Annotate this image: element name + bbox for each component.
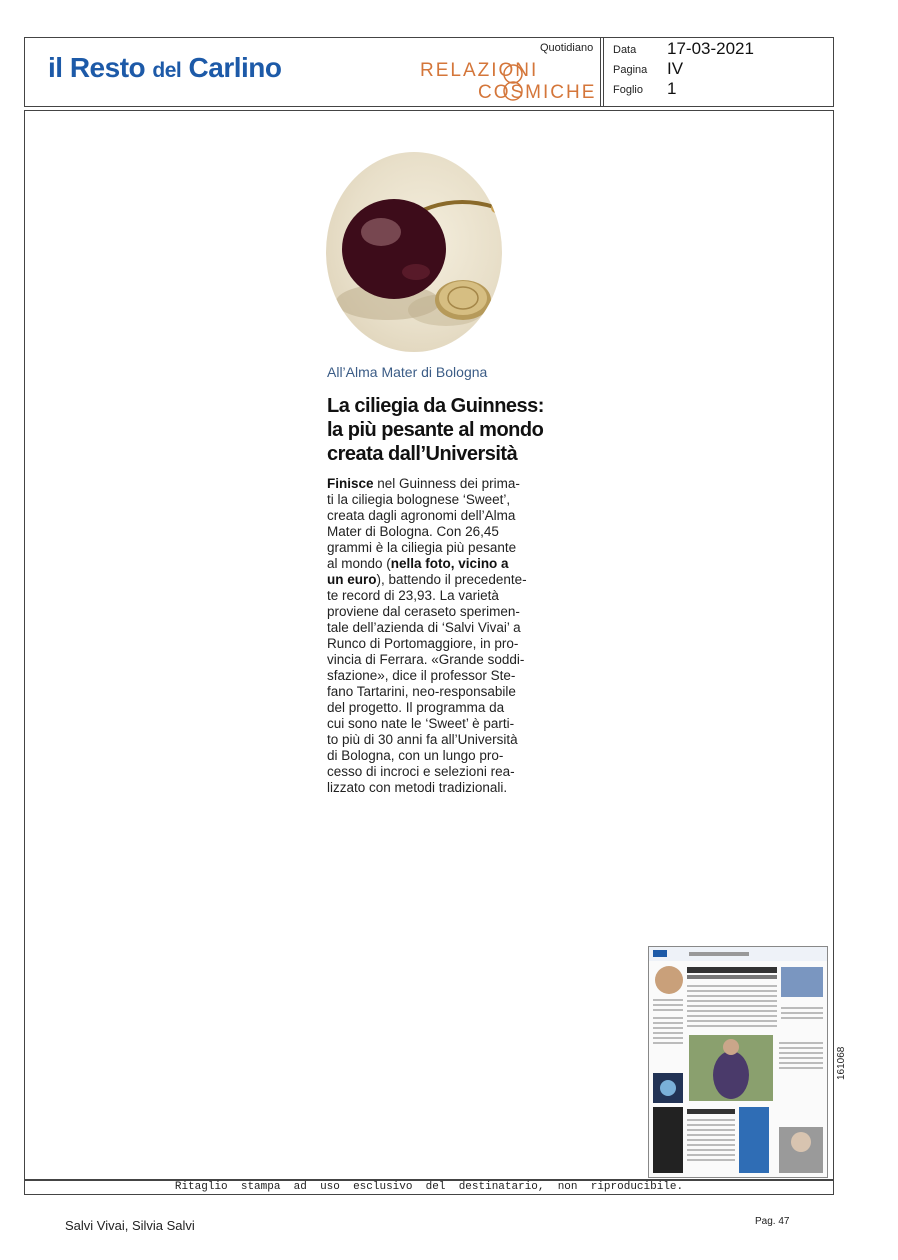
brand-line-1: RELAZIONI bbox=[420, 60, 539, 81]
headline-line: La ciliegia da Guinness: bbox=[327, 395, 544, 417]
meta-value-date: 17-03-2021 bbox=[667, 39, 754, 58]
body-line: grammi è la ciliegia più pesante bbox=[327, 540, 517, 555]
meta-value-page: IV bbox=[667, 59, 684, 78]
body-line: Runco di Portomaggiore, in pro- bbox=[327, 636, 519, 651]
body-line: to più di 30 anni fa all’Università bbox=[327, 732, 518, 747]
cherry-coin-image bbox=[326, 152, 502, 352]
headline-line: la più pesante al mondo bbox=[327, 419, 544, 441]
meta-label-page: Pagina bbox=[613, 64, 648, 76]
cherry-photo bbox=[326, 152, 502, 352]
meta-label-sheet: Foglio bbox=[613, 84, 643, 96]
body-line: lizzato con metodi tradizionali. bbox=[327, 780, 508, 795]
page-thumbnail bbox=[648, 946, 828, 1178]
logo-text: Carlino bbox=[188, 52, 282, 83]
lead-word: Finisce bbox=[327, 476, 374, 491]
body-line: sfazione», dice il professor Ste- bbox=[327, 668, 516, 683]
body-line: tale dell’azienda di ‘Salvi Vivai’ a bbox=[327, 620, 521, 635]
header-divider bbox=[600, 37, 601, 107]
body-text: nel Guinness dei prima- bbox=[373, 476, 520, 491]
brand-line-2: COSMICHE bbox=[478, 82, 597, 103]
body-text: al mondo ( bbox=[327, 556, 391, 571]
body-line: te record di 23,93. La varietà bbox=[327, 588, 499, 603]
meta-label-date: Data bbox=[613, 44, 637, 56]
body-line: fano Tartarini, neo-responsabile bbox=[327, 684, 516, 699]
headline-line: creata dall’Università bbox=[327, 443, 518, 465]
body-line: di Bologna, con un lungo pro- bbox=[327, 748, 504, 763]
brand-rings-icon bbox=[500, 63, 526, 103]
copyright-notice: Ritaglio stampa ad uso esclusivo del destinatario, non riproducibile. bbox=[174, 1181, 684, 1193]
article-headline bbox=[327, 394, 544, 466]
body-text: ), battendo il precedente- bbox=[376, 572, 527, 587]
page-thumbnail-graphic bbox=[649, 947, 827, 1177]
article-kicker: All’Alma Mater di Bologna bbox=[327, 364, 488, 380]
body-line bbox=[327, 556, 527, 572]
credits: Salvi Vivai, Silvia Salvi bbox=[65, 1218, 195, 1233]
logo-text: del bbox=[152, 59, 182, 82]
body-line: proviene dal ceraseto sperimen- bbox=[327, 604, 520, 619]
article-body bbox=[327, 476, 527, 796]
newspaper-logo bbox=[48, 52, 282, 84]
logo-text: il Resto bbox=[48, 52, 146, 83]
body-line: Mater di Bologna. Con 26,45 bbox=[327, 524, 499, 539]
body-line: cesso di incroci e selezioni rea- bbox=[327, 764, 515, 779]
body-line: vincia di Ferrara. «Grande soddi- bbox=[327, 652, 525, 667]
meta-value-sheet: 1 bbox=[667, 79, 677, 98]
page-number: Pag. 47 bbox=[755, 1216, 790, 1227]
body-line bbox=[327, 476, 527, 492]
body-line bbox=[327, 572, 527, 588]
photo-caption-ref: un euro bbox=[327, 572, 377, 587]
body-line: del progetto. Il programma da bbox=[327, 700, 505, 715]
body-line: creata dagli agronomi dell’Alma bbox=[327, 508, 516, 523]
body-line: cui sono nate le ‘Sweet’ è parti- bbox=[327, 716, 515, 731]
publication-type: Quotidiano bbox=[540, 42, 594, 54]
photo-caption-ref: nella foto, vicino a bbox=[390, 556, 509, 571]
body-line: ti la ciliegia bolognese ‘Sweet’, bbox=[327, 492, 511, 507]
side-code: 161068 bbox=[836, 1046, 847, 1080]
header-divider bbox=[603, 37, 604, 107]
